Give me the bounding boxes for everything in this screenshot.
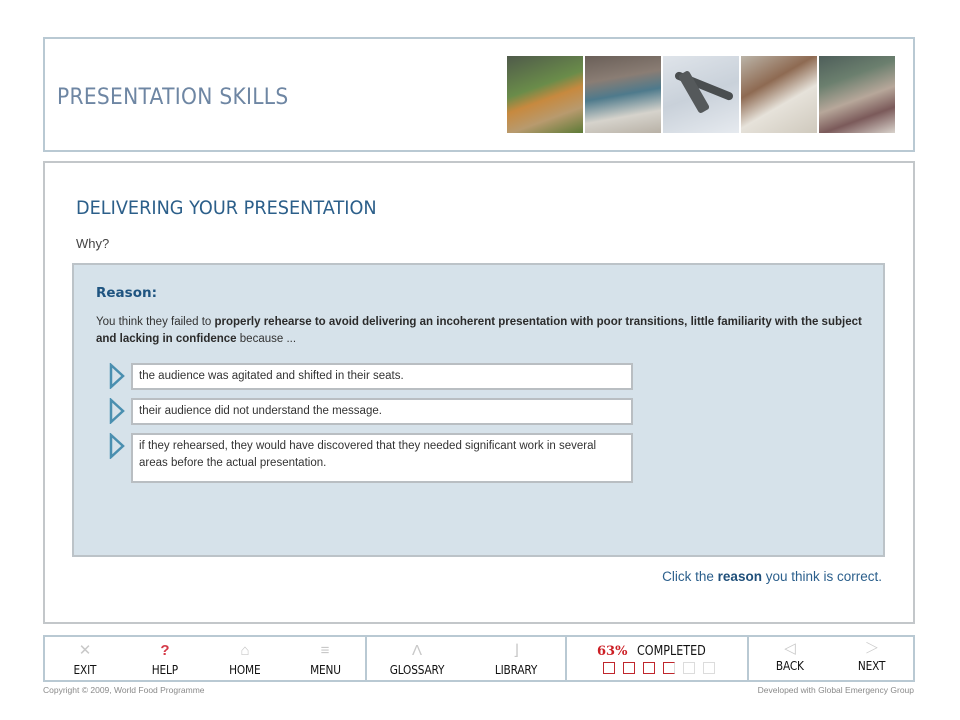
triangle-right-icon [109,398,129,422]
progress-percent: 63% [597,644,628,659]
home-label: HOME [229,663,261,677]
navigation-bar [43,635,915,682]
developer-credit: Developed with Global Emergency Group [757,685,914,695]
triangle-right-icon [109,433,129,457]
photo-aid-worker [507,56,583,133]
back-icon: ◁ [784,640,796,657]
course-header [43,37,915,152]
answer-option-3[interactable] [109,433,633,483]
next-icon: ＞ [864,640,880,657]
reason-text-suffix: because ... [236,333,297,345]
instruction-prefix: Click the [662,569,718,584]
menu-icon: ≡ [320,642,330,659]
reason-text [96,314,866,348]
next-label: NEXT [858,659,886,673]
photo-airplane [663,56,739,133]
home-button[interactable] [205,637,285,680]
copyright-text: Copyright © 2009, World Food Programme [43,685,205,695]
help-button[interactable] [125,637,205,680]
next-button[interactable] [831,637,913,680]
reason-label: Reason: [96,285,157,301]
instruction-text [662,569,882,584]
library-label: LIBRARY [494,663,538,677]
home-icon: ⌂ [240,642,250,659]
reason-text-bold: properly rehearse to avoid delivering an incoherent presentation with poor transitions, little familiarity with the subject and lacking in confidence [96,316,862,345]
library-button[interactable] [467,637,565,680]
question-text: Why? [76,236,110,251]
progress-indicator [567,637,749,680]
progress-box-filled [643,662,655,674]
help-icon: ? [160,642,170,659]
answer-option-1[interactable] [109,363,633,390]
instruction-bold: reason [717,569,762,584]
exit-icon: ✕ [78,642,92,659]
exit-label: EXIT [73,663,97,677]
progress-label: COMPLETED [637,644,706,659]
nav-group-main [45,637,367,680]
progress-box-filled [603,662,615,674]
menu-label: MENU [309,663,341,677]
progress-boxes [603,662,715,674]
progress-box-empty [703,662,715,674]
section-title: DELIVERING YOUR PRESENTATION [76,197,377,219]
answer-option-label[interactable]: their audience did not understand the message. [131,398,633,425]
glossary-button[interactable] [367,637,467,680]
triangle-right-icon [109,363,129,387]
reason-panel [72,263,885,557]
nav-group-resources [367,637,567,680]
menu-button[interactable] [285,637,365,680]
progress-box-empty [683,662,695,674]
course-title: PRESENTATION SKILLS [57,85,289,110]
progress-box-filled [623,662,635,674]
glossary-label: GLOSSARY [389,663,445,677]
answer-option-label[interactable]: the audience was agitated and shifted in their seats. [131,363,633,390]
back-button[interactable] [749,637,831,680]
back-label: BACK [776,659,804,673]
answer-option-2[interactable] [109,398,633,425]
photo-grain-sacks [741,56,817,133]
exit-button[interactable] [45,637,125,680]
glossary-icon: Λ [411,642,423,659]
progress-box-partial [663,662,675,674]
instruction-suffix: you think is correct. [761,569,882,584]
library-icon: ⌋ [513,642,519,659]
photo-strip [507,56,895,133]
photo-women-children [819,56,895,133]
help-label: HELP [151,663,179,677]
content-panel [43,161,915,624]
reason-text-prefix: You think they failed to [96,316,215,328]
nav-group-paging [749,637,913,680]
answer-option-label[interactable]: if they rehearsed, they would have discovered that they needed significant work in several areas before the actual presentation. [131,433,633,483]
photo-child-sacks [585,56,661,133]
